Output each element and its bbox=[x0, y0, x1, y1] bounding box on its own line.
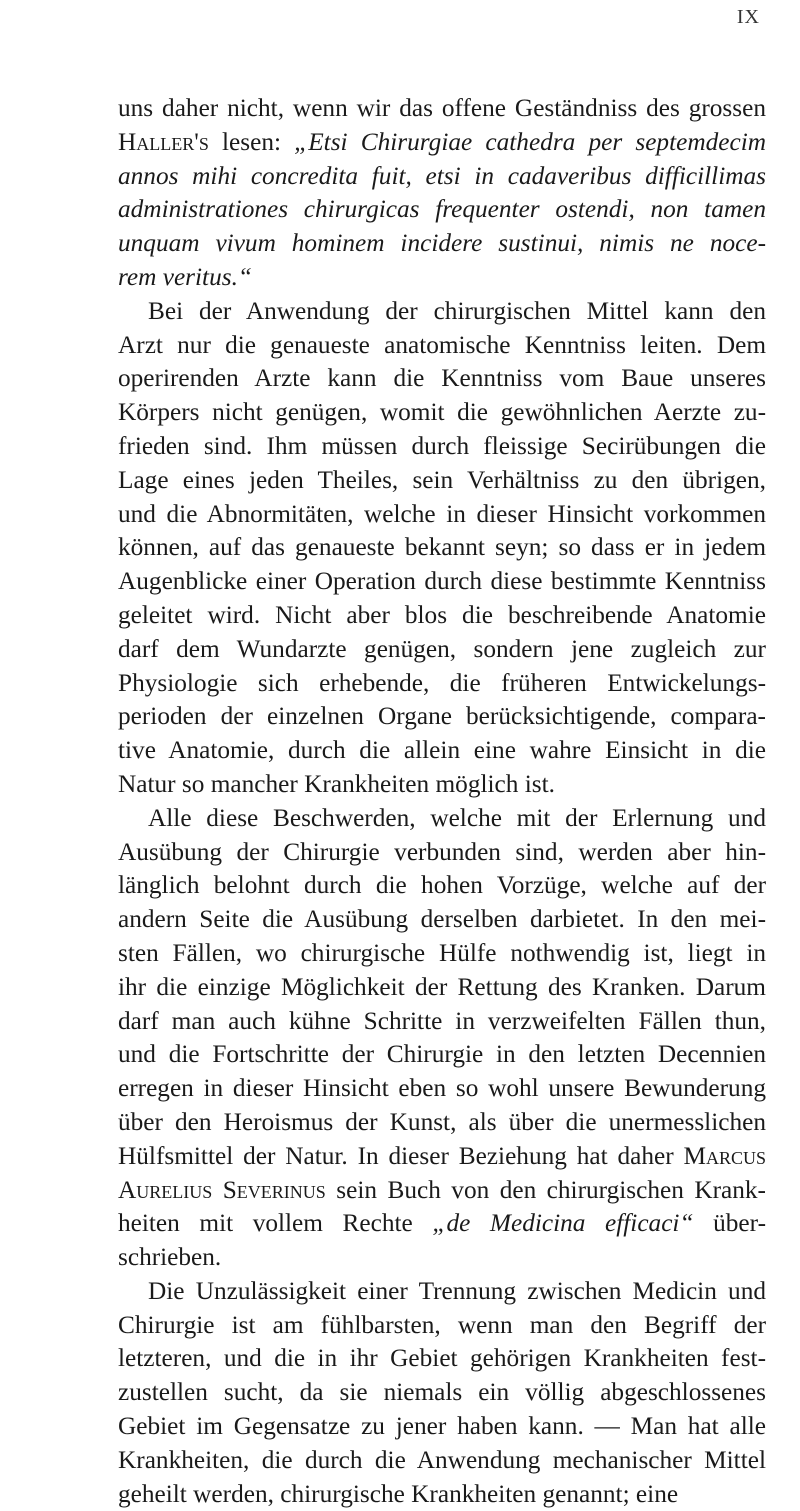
text-segment: und die Fortschritte der Chirurgie in den letzten Decennien bbox=[118, 1040, 766, 1069]
text-segment: Bei der Anwendung der chirurgischen Mittel kann den bbox=[148, 296, 766, 325]
text-segment: Körpers nicht genügen, womit die gewöhnlichen Aerzte zu- bbox=[118, 398, 766, 427]
italic-latin-text: „Etsi Chirurgiae cathedra per septemdecim bbox=[294, 127, 766, 156]
text-line bbox=[118, 464, 766, 498]
text-segment: Krankheiten, die durch die Anwendung mechanischer Mittel bbox=[118, 1445, 766, 1474]
text-segment: schrieben. bbox=[118, 1243, 222, 1272]
text-segment: Arzt nur die genaueste anatomische Kenntniss leiten. Dem bbox=[118, 330, 766, 359]
text-segment: Natur so mancher Krankheiten möglich ist. bbox=[118, 769, 555, 798]
text-line bbox=[118, 1410, 766, 1444]
text-segment: letzteren, und die in ihr Gebiet gehörigen Krankheiten fest- bbox=[118, 1344, 766, 1373]
text-segment: Die Unzulässigkeit einer Trennung zwischen Medicin und bbox=[148, 1276, 766, 1305]
text-line bbox=[118, 1376, 766, 1410]
text-line bbox=[118, 903, 766, 937]
text-segment: heiten mit vollem Rechte bbox=[118, 1209, 433, 1238]
text-segment: darf man auch kühne Schritte in verzweifelten Fällen thun, bbox=[118, 1006, 766, 1035]
text-line bbox=[118, 295, 766, 329]
text-segment: andern Seite die Ausübung derselben darbietet. In den mei- bbox=[118, 905, 766, 934]
text-segment: Alle diese Beschwerden, welche mit der Erlernung und bbox=[148, 803, 766, 832]
text-line bbox=[118, 430, 766, 464]
text-segment: erregen in dieser Hinsicht eben so wohl unsere Bewunderung bbox=[118, 1074, 766, 1103]
text-line bbox=[118, 700, 766, 734]
text-line bbox=[118, 971, 766, 1005]
text-line bbox=[118, 160, 766, 194]
text-segment: zustellen sucht, da sie niemals ein völlig abgeschlossenes bbox=[118, 1378, 766, 1407]
italic-latin-text: annos mihi concredita fuit, etsi in cadaveribus difficillimas bbox=[118, 161, 766, 190]
text-segment: sten Fällen, wo chirurgische Hülfe nothwendig ist, liegt in bbox=[118, 938, 766, 967]
page-number: IX bbox=[736, 6, 760, 28]
text-line bbox=[118, 1241, 766, 1275]
italic-latin-text: „de Medicina efficaci“ bbox=[432, 1209, 694, 1238]
italic-latin-text: rem veritus.“ bbox=[118, 262, 252, 291]
text-segment: ihr die einzige Möglichkeit der Rettung des Kranken. Darum bbox=[118, 972, 766, 1001]
text-segment: geleitet wird. Nicht aber blos die beschreibende Anatomie bbox=[118, 600, 766, 629]
author-name: Aurelius Severinus bbox=[118, 1175, 326, 1204]
text-segment: Gebiet im Gegensatze zu jener haben kann. — Man hat alle bbox=[118, 1412, 766, 1441]
text-line bbox=[118, 869, 766, 903]
text-line bbox=[118, 599, 766, 633]
text-segment: geheilt werden, chirurgische Krankheiten genannt; eine bbox=[118, 1479, 679, 1508]
text-segment: Ausübung der Chirurgie verbunden sind, werden aber hin- bbox=[118, 837, 766, 866]
text-segment: tive Anatomie, durch die allein eine wahre Einsicht in die bbox=[118, 736, 766, 765]
italic-latin-text: administrationes chirurgicas frequenter ostendi, non tamen bbox=[118, 195, 766, 224]
text-segment: können, auf das genaueste bekannt seyn; so dass er in jedem bbox=[118, 533, 766, 562]
text-segment: Lage eines jeden Theiles, sein Verhältniss zu den übrigen, bbox=[118, 465, 766, 494]
text-line bbox=[118, 1038, 766, 1072]
text-line bbox=[118, 261, 766, 295]
text-line bbox=[118, 1005, 766, 1039]
author-name: Marcus bbox=[683, 1141, 766, 1170]
text-segment: darf dem Wundarzte genügen, sondern jene zugleich zur bbox=[118, 634, 766, 663]
paragraph-2 bbox=[118, 295, 766, 802]
text-line bbox=[118, 1444, 766, 1478]
text-line bbox=[118, 667, 766, 701]
text-segment: länglich belohnt durch die hohen Vorzüge, welche auf der bbox=[118, 871, 766, 900]
text-segment: perioden der einzelnen Organe berücksichtigende, compara- bbox=[118, 702, 766, 731]
text-segment: über- bbox=[693, 1209, 766, 1238]
text-line bbox=[118, 1174, 766, 1208]
paragraph-4 bbox=[118, 1275, 766, 1511]
text-line bbox=[118, 633, 766, 667]
text-line bbox=[118, 1309, 766, 1343]
text-line bbox=[118, 836, 766, 870]
text-line bbox=[118, 734, 766, 768]
text-line bbox=[118, 768, 766, 802]
paragraph-1 bbox=[118, 92, 766, 295]
text-line bbox=[118, 565, 766, 599]
text-segment: Chirurgie ist am fühlbarsten, wenn man den Begriff der bbox=[118, 1310, 766, 1339]
text-segment: lesen: bbox=[208, 127, 295, 156]
text-line bbox=[118, 193, 766, 227]
text-line bbox=[118, 1275, 766, 1309]
text-line bbox=[118, 531, 766, 565]
text-line bbox=[118, 498, 766, 532]
text-line bbox=[118, 802, 766, 836]
text-line bbox=[118, 937, 766, 971]
text-segment: uns daher nicht, wenn wir das offene Geständniss des grossen bbox=[118, 94, 766, 122]
text-segment: und die Abnormitäten, welche in dieser Hinsicht vorkommen bbox=[118, 499, 766, 528]
text-segment: Hülfsmittel der Natur. In dieser Beziehung hat daher bbox=[118, 1141, 684, 1170]
text-line bbox=[118, 1072, 766, 1106]
text-line bbox=[118, 1140, 766, 1174]
text-line bbox=[118, 1106, 766, 1140]
text-line bbox=[118, 329, 766, 363]
author-name: Haller's bbox=[118, 127, 209, 156]
text-segment: operirenden Arzte kann die Kenntniss vom Baue unseres bbox=[118, 364, 766, 393]
text-line bbox=[118, 396, 766, 430]
body-text bbox=[118, 92, 766, 1511]
text-line bbox=[118, 1207, 766, 1241]
text-line bbox=[118, 126, 766, 160]
text-line bbox=[118, 362, 766, 396]
text-segment: Physiologie sich erhebende, die früheren Entwickelungs- bbox=[118, 668, 766, 697]
text-segment: Augenblicke einer Operation durch diese bestimmte Kenntniss bbox=[118, 567, 766, 596]
text-line bbox=[118, 227, 766, 261]
text-segment: frieden sind. Ihm müssen durch fleissige Secirübungen die bbox=[118, 431, 766, 460]
text-line bbox=[118, 92, 766, 126]
paragraph-3 bbox=[118, 802, 766, 1275]
italic-latin-text: unquam vivum hominem incidere sustinui, nimis ne noce- bbox=[118, 229, 766, 258]
text-segment: sein Buch von den chirurgischen Krank- bbox=[325, 1175, 766, 1204]
text-segment: über den Heroismus der Kunst, als über die unermesslichen bbox=[118, 1107, 766, 1136]
text-line bbox=[118, 1342, 766, 1376]
text-line bbox=[118, 1478, 766, 1511]
